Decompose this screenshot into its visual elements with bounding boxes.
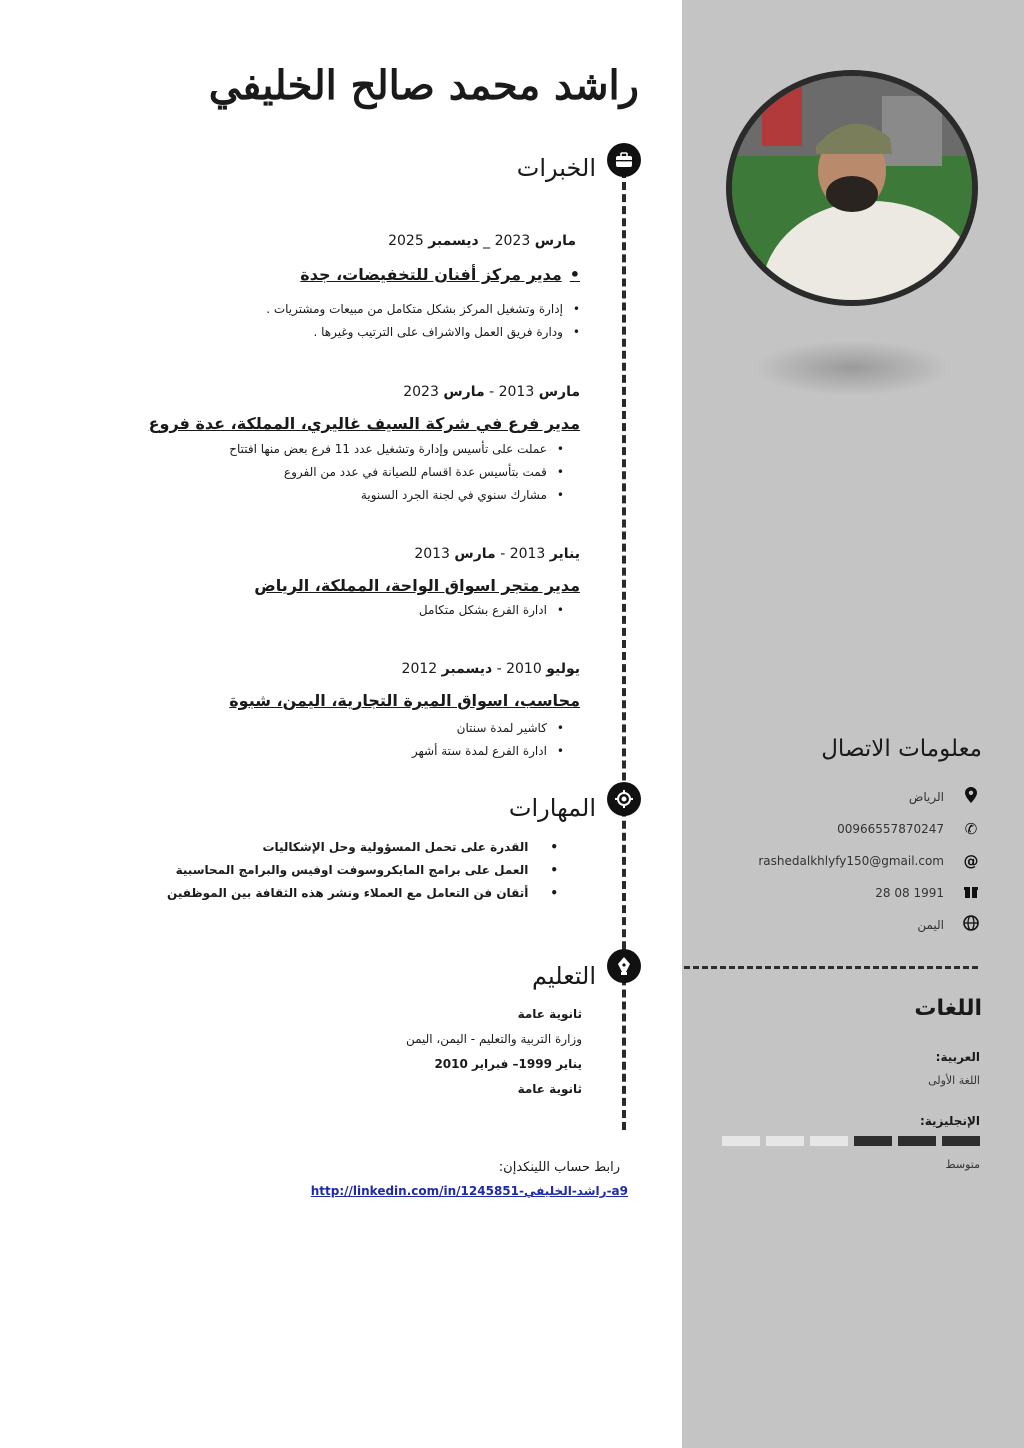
job-end-year: 2013 — [414, 546, 450, 562]
job-bullet: • إدارة وتشغيل المركز بشكل متكامل من مبيعات ومشتريات . — [266, 298, 580, 321]
full-name: راشد محمد صالح الخليفي — [208, 62, 639, 109]
job-bullet: • مشارك سنوي في لجنة الجرد السنوية — [229, 484, 564, 507]
job-start-year: 2013 — [498, 384, 535, 400]
job-start-year: 2023 — [494, 233, 531, 249]
briefcase-icon — [607, 143, 641, 177]
experience-title: الخبرات — [516, 154, 596, 182]
job-date-separator: - — [500, 546, 506, 562]
education-degree: ثانوية عامة — [517, 1007, 582, 1021]
language-level: اللغة الأولى — [928, 1074, 980, 1087]
job-start-year: 2010 — [506, 661, 542, 677]
level-segment — [942, 1136, 980, 1146]
education-title: التعليم — [532, 962, 596, 990]
level-segment — [766, 1136, 804, 1146]
skills-gear-icon — [607, 782, 641, 816]
job-start-year: 2013 — [509, 546, 546, 562]
job-title: محاسب، اسواق الميرة التجارية، اليمن، شبوة — [229, 691, 580, 710]
job-start-month: مارس — [534, 233, 576, 249]
job-end-month: مارس — [443, 384, 485, 400]
job-date — [414, 546, 580, 562]
contact-email[interactable]: rashedalkhlyfy150@gmail.com — [758, 854, 944, 868]
job-bullets — [229, 438, 564, 507]
job-date-separator: _ — [483, 233, 491, 249]
level-segment — [722, 1136, 760, 1146]
contact-row-country — [752, 914, 982, 936]
skill-item: • أتقان فن التعامل مع العملاء ونشر هذه الثقافة بين الموظفين — [167, 882, 558, 905]
skill-item: • القدرة على تحمل المسؤولية وحل الإشكاليات — [167, 836, 558, 859]
profile-photo-image — [732, 76, 972, 300]
linkedin-link[interactable]: http://linkedin.com/in/1245851-راشد-الخليفي-a9 — [310, 1184, 628, 1198]
contact-country: اليمن — [917, 918, 944, 932]
education-institution: وزارة التربية والتعليم - اليمن، اليمن — [405, 1032, 582, 1046]
job-bullet: • كاشير لمدة سنتان — [412, 717, 564, 740]
location-pin-icon — [960, 787, 982, 807]
job-bullet: • قمت بتأسيس عدة اقسام للصيانة في عدد من الفروع — [229, 461, 564, 484]
education-degree-repeat: ثانوية عامة — [517, 1082, 582, 1096]
job-end-month: ديسمبر — [441, 661, 493, 677]
job-date-separator: - — [496, 661, 502, 677]
languages-title: اللغات — [914, 996, 982, 1021]
profile-photo — [726, 70, 978, 306]
contact-row-birthdate — [752, 882, 982, 904]
job-bullet: • ادارة الفرع لمدة ستة أشهر — [412, 740, 564, 763]
level-segment — [898, 1136, 936, 1146]
language-level-bar — [722, 1136, 980, 1148]
job-bullet: • عملت على تأسيس وإدارة وتشغيل عدد 11 فرع بعض منها افتتاح — [229, 438, 564, 461]
job-date-separator: - — [489, 384, 495, 400]
job-bullet: • ادارة الفرع بشكل متكامل — [419, 599, 564, 622]
timeline-line — [622, 170, 626, 1130]
job-start-month: يناير — [549, 546, 580, 562]
job-date — [403, 384, 580, 400]
job-end-year: 2025 — [388, 233, 424, 249]
contact-phone: 00966557870247 — [837, 822, 944, 836]
skills-list — [167, 836, 558, 905]
job-end-year: 2012 — [401, 661, 438, 677]
job-title-text: مدير مركز أفنان للتخفيضات، جدة — [300, 265, 562, 284]
level-segment — [854, 1136, 892, 1146]
job-title: مدير متجر اسواق الواحة، المملكة، الرياض — [254, 576, 580, 595]
skills-title: المهارات — [508, 794, 596, 822]
language-name: الإنجليزية: — [919, 1114, 980, 1128]
pen-nib-icon — [607, 949, 641, 983]
phone-icon: ✆ — [964, 820, 978, 838]
job-title: مدير فرع في شركة السيف غاليري، المملكة، عدة فروع — [148, 414, 580, 433]
job-start-month: مارس — [538, 384, 580, 400]
job-end-month: ديسمبر — [428, 233, 479, 249]
job-end-month: مارس — [454, 546, 496, 562]
globe-icon — [960, 915, 982, 935]
contact-row-location — [752, 786, 982, 808]
contact-title: معلومات الاتصال — [821, 736, 982, 762]
language-level: متوسط — [945, 1158, 980, 1171]
job-date — [388, 233, 576, 249]
contact-row-email — [752, 850, 982, 872]
job-date — [402, 661, 580, 677]
job-bullets — [266, 298, 580, 344]
job-bullets — [419, 599, 564, 622]
job-bullet: • ودارة فريق العمل والاشراف على الترتيب وغيرها . — [266, 321, 580, 344]
level-segment — [810, 1136, 848, 1146]
job-bullets — [412, 717, 564, 763]
gift-icon — [960, 884, 982, 902]
linkedin-label: رابط حساب اللينكدإن: — [498, 1160, 620, 1175]
job-end-year: 2023 — [403, 384, 439, 400]
photo-shadow — [752, 340, 952, 396]
language-name: العربية: — [935, 1050, 980, 1064]
contact-row-phone — [752, 818, 982, 840]
job-start-month: يوليو — [546, 661, 580, 677]
sidebar-divider — [684, 966, 978, 969]
contact-birthdate: 28 08 1991 — [875, 886, 944, 900]
education-period: يناير 1999– فبراير 2010 — [434, 1057, 582, 1071]
contact-location: الرياض — [908, 790, 944, 804]
job-title: •مدير مركز أفنان للتخفيضات، جدة — [300, 265, 580, 284]
skill-item: • العمل على برامج المايكروسوفت اوفيس والبرامج المحاسبية — [167, 859, 558, 882]
education-block — [406, 1002, 582, 1102]
at-sign-icon: @ — [963, 852, 979, 870]
